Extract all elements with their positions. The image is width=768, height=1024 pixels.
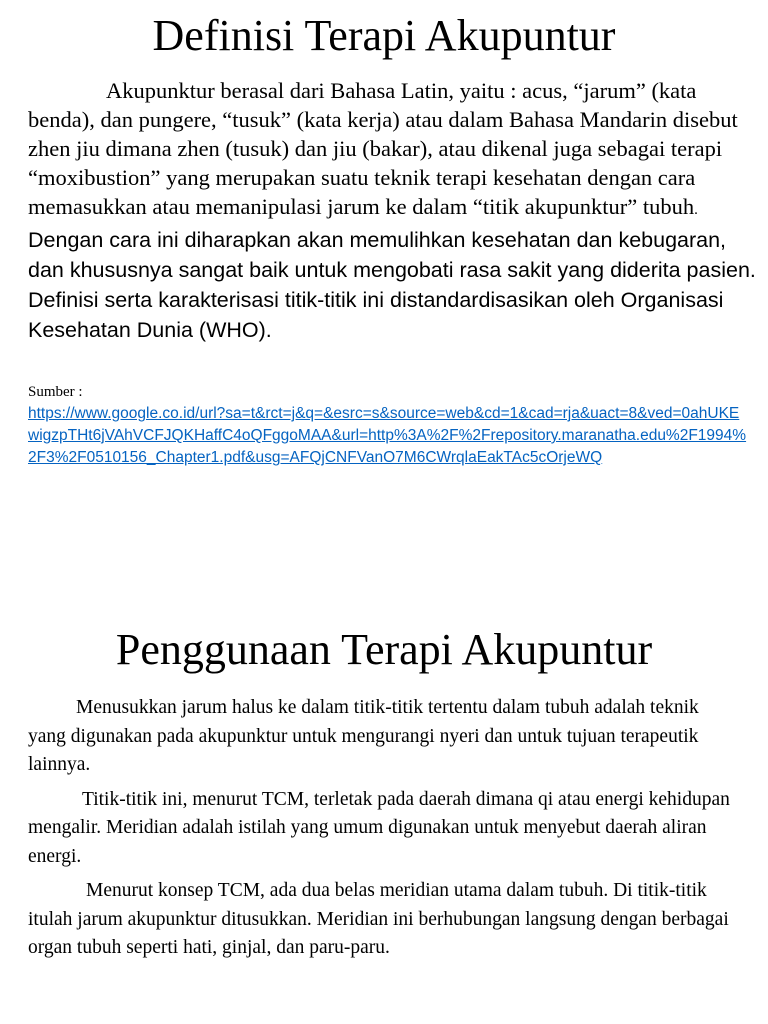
definition-main-text: Akupunktur berasal dari Bahasa Latin, yaitu : acus, “jarum” (kata benda), dan pungere, “tusuk” (kata kerja) atau dalam Bahasa Mandarin disebut zhen jiu dimana zhen (tusuk) dan jiu (bakar), atau dikenal juga sebagai terapi “moxibustion” yang merupakan suatu teknik terapi kesehatan dengan cara memasukkan atau memanipulasi jarum ke dalam “titik akupunktur” tubuh xyxy=(28,78,738,219)
source-label: Sumber : xyxy=(28,384,83,400)
usage-paragraph-text: Titik-titik ini, menurut TCM, terletak pada daerah dimana qi atau energi kehidupan mengalir. Meridian adalah istilah yang umum digunakan untuk menyebut daerah aliran energi. xyxy=(28,788,730,867)
slide-usage xyxy=(0,600,768,1024)
usage-paragraph xyxy=(28,786,740,872)
slide-title: Penggunaan Terapi Akupuntur xyxy=(115,625,653,674)
usage-paragraph xyxy=(28,694,740,780)
usage-paragraph xyxy=(28,877,740,963)
definition-paragraph xyxy=(28,76,756,345)
source-link[interactable]: https://www.google.co.id/url?sa=t&rct=j&q=&esrc=s&source=web&cd=1&cad=rja&uact=8&ved=0ahUKEwigzpTHt6jVAhVCFJQKHaffC4oQFggoMAA&url=http%3A%2F%2Frepository.maranatha.edu%2F1994%2F3%2F0510156_Chapter1.pdf&usg=AFQjCNFVanO7M6CWrqlaEakTAc5cOrjeWQ xyxy=(28,405,747,466)
definition-period: . xyxy=(694,202,698,218)
usage-paragraph-text: Menurut konsep TCM, ada dua belas meridian utama dalam tubuh. Di titik-titik itulah jarum akupunktur ditusukkan. Meridian ini berhubungan langsung dengan berbagai organ tubuh seperti hati, ginjal, dan paru-paru. xyxy=(28,880,729,958)
slide-title: Definisi Terapi Akupuntur xyxy=(152,11,616,60)
usage-paragraph-text: Menusukkan jarum halus ke dalam titik-titik tertentu dalam tubuh adalah teknik yang digunakan pada akupunktur untuk mengurangi nyeri dan untuk tujuan terapeutik lainnya. xyxy=(28,697,699,775)
definition-tail-text: Dengan cara ini diharapkan akan memulihkan kesehatan dan kebugaran, dan khususnya sangat baik untuk mengobati rasa sakit yang diderita pasien. Definisi serta karakterisasi titik-titik ini distandardisasikan oleh Organisasi Kesehatan Dunia (WHO). xyxy=(28,228,756,342)
